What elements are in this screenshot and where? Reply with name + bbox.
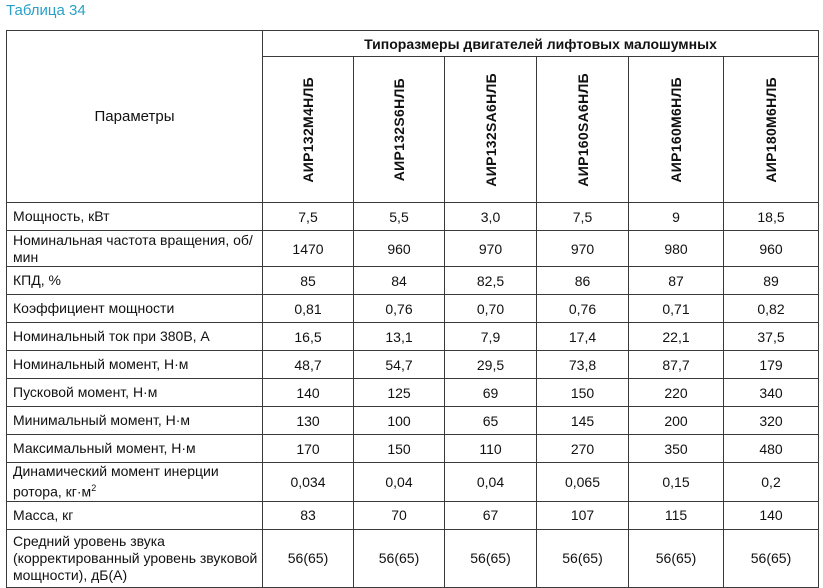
value-cell: 87: [629, 267, 724, 295]
parameter-label: Пусковой момент, Н·м: [7, 379, 263, 407]
parameter-label: Номинальный момент, Н·м: [7, 351, 263, 379]
value-cell: 5,5: [354, 203, 445, 231]
model-header: АИР132SА6НЛБ: [445, 57, 537, 203]
value-cell: 0,04: [354, 463, 445, 502]
value-cell: 0,70: [445, 295, 537, 323]
parameter-label: Мощность, кВт: [7, 203, 263, 231]
value-cell: 56(65): [537, 529, 629, 587]
value-cell: 960: [724, 231, 819, 267]
parameter-label: Средний уровень звука (корректированный уровень звуковой мощности), дБ(А): [7, 529, 263, 587]
value-cell: 70: [354, 501, 445, 529]
value-cell: 0,04: [445, 463, 537, 502]
parameter-label: Минимальный момент, Н·м: [7, 407, 263, 435]
table-row: [7, 231, 819, 267]
value-cell: 220: [629, 379, 724, 407]
value-cell: 140: [263, 379, 354, 407]
value-cell: 970: [445, 231, 537, 267]
parameter-label: Динамический момент инерции ротора, $кг\cdot м^2$: [7, 463, 263, 502]
table-row: [7, 435, 819, 463]
value-cell: 0,82: [724, 295, 819, 323]
value-cell: 83: [263, 501, 354, 529]
table-row: [7, 407, 819, 435]
model-header: АИР132М4НЛБ: [263, 57, 354, 203]
value-cell: 270: [537, 435, 629, 463]
table-row: [7, 203, 819, 231]
value-cell: 980: [629, 231, 724, 267]
value-cell: 3,0: [445, 203, 537, 231]
parameter-label: Номинальная частота вращения, об/мин: [7, 231, 263, 267]
motor-types-group-header: Типоразмеры двигателей лифтовых малошумных: [263, 31, 819, 57]
value-cell: 970: [537, 231, 629, 267]
value-cell: 107: [537, 501, 629, 529]
value-cell: 1470: [263, 231, 354, 267]
value-cell: 86: [537, 267, 629, 295]
value-cell: 150: [537, 379, 629, 407]
parameter-label: Масса, кг: [7, 501, 263, 529]
value-cell: 18,5: [724, 203, 819, 231]
value-cell: 89: [724, 267, 819, 295]
value-cell: 17,4: [537, 323, 629, 351]
parameter-label: Номинальный ток при 380В, А: [7, 323, 263, 351]
value-cell: 22,1: [629, 323, 724, 351]
value-cell: 7,5: [537, 203, 629, 231]
value-cell: 0,2: [724, 463, 819, 502]
value-cell: 16,5: [263, 323, 354, 351]
value-cell: 340: [724, 379, 819, 407]
value-cell: 0,81: [263, 295, 354, 323]
value-cell: 0,034: [263, 463, 354, 502]
table-row: [7, 463, 819, 502]
value-cell: 82,5: [445, 267, 537, 295]
value-cell: 87,7: [629, 351, 724, 379]
value-cell: 480: [724, 435, 819, 463]
value-cell: 37,5: [724, 323, 819, 351]
value-cell: 110: [445, 435, 537, 463]
model-header: АИР160М6НЛБ: [629, 57, 724, 203]
value-cell: 125: [354, 379, 445, 407]
value-cell: 65: [445, 407, 537, 435]
value-cell: 130: [263, 407, 354, 435]
parameter-label: Максимальный момент, Н·м: [7, 435, 263, 463]
value-cell: 200: [629, 407, 724, 435]
value-cell: 0,065: [537, 463, 629, 502]
value-cell: 48,7: [263, 351, 354, 379]
value-cell: 67: [445, 501, 537, 529]
table-caption: Таблица 34: [6, 2, 86, 19]
params-column-header: Параметры: [7, 31, 263, 203]
value-cell: 100: [354, 407, 445, 435]
value-cell: 140: [724, 501, 819, 529]
value-cell: 170: [263, 435, 354, 463]
value-cell: 84: [354, 267, 445, 295]
value-cell: 115: [629, 501, 724, 529]
motor-parameters-table: [6, 30, 819, 588]
value-cell: 13,1: [354, 323, 445, 351]
table-row: [7, 501, 819, 529]
model-header: АИР132S6НЛБ: [354, 57, 445, 203]
table-row: [7, 323, 819, 351]
value-cell: 56(65): [629, 529, 724, 587]
parameter-label: КПД, %: [7, 267, 263, 295]
value-cell: 350: [629, 435, 724, 463]
model-header: АИР180М6НЛБ: [724, 57, 819, 203]
value-cell: 0,76: [354, 295, 445, 323]
value-cell: 56(65): [354, 529, 445, 587]
value-cell: 7,5: [263, 203, 354, 231]
table-row: [7, 295, 819, 323]
table-row: [7, 529, 819, 587]
value-cell: 56(65): [445, 529, 537, 587]
value-cell: 960: [354, 231, 445, 267]
value-cell: 56(65): [263, 529, 354, 587]
value-cell: 69: [445, 379, 537, 407]
parameter-label: Коэффициент мощности: [7, 295, 263, 323]
table-body: [7, 203, 819, 588]
table-row: [7, 351, 819, 379]
value-cell: 320: [724, 407, 819, 435]
table-row: [7, 379, 819, 407]
value-cell: 85: [263, 267, 354, 295]
value-cell: 9: [629, 203, 724, 231]
value-cell: 150: [354, 435, 445, 463]
table-row: [7, 267, 819, 295]
value-cell: 0,76: [537, 295, 629, 323]
value-cell: 56(65): [724, 529, 819, 587]
value-cell: 179: [724, 351, 819, 379]
value-cell: 29,5: [445, 351, 537, 379]
value-cell: 145: [537, 407, 629, 435]
value-cell: 7,9: [445, 323, 537, 351]
model-header: АИР160SА6НЛБ: [537, 57, 629, 203]
value-cell: 54,7: [354, 351, 445, 379]
value-cell: 73,8: [537, 351, 629, 379]
value-cell: 0,15: [629, 463, 724, 502]
value-cell: 0,71: [629, 295, 724, 323]
